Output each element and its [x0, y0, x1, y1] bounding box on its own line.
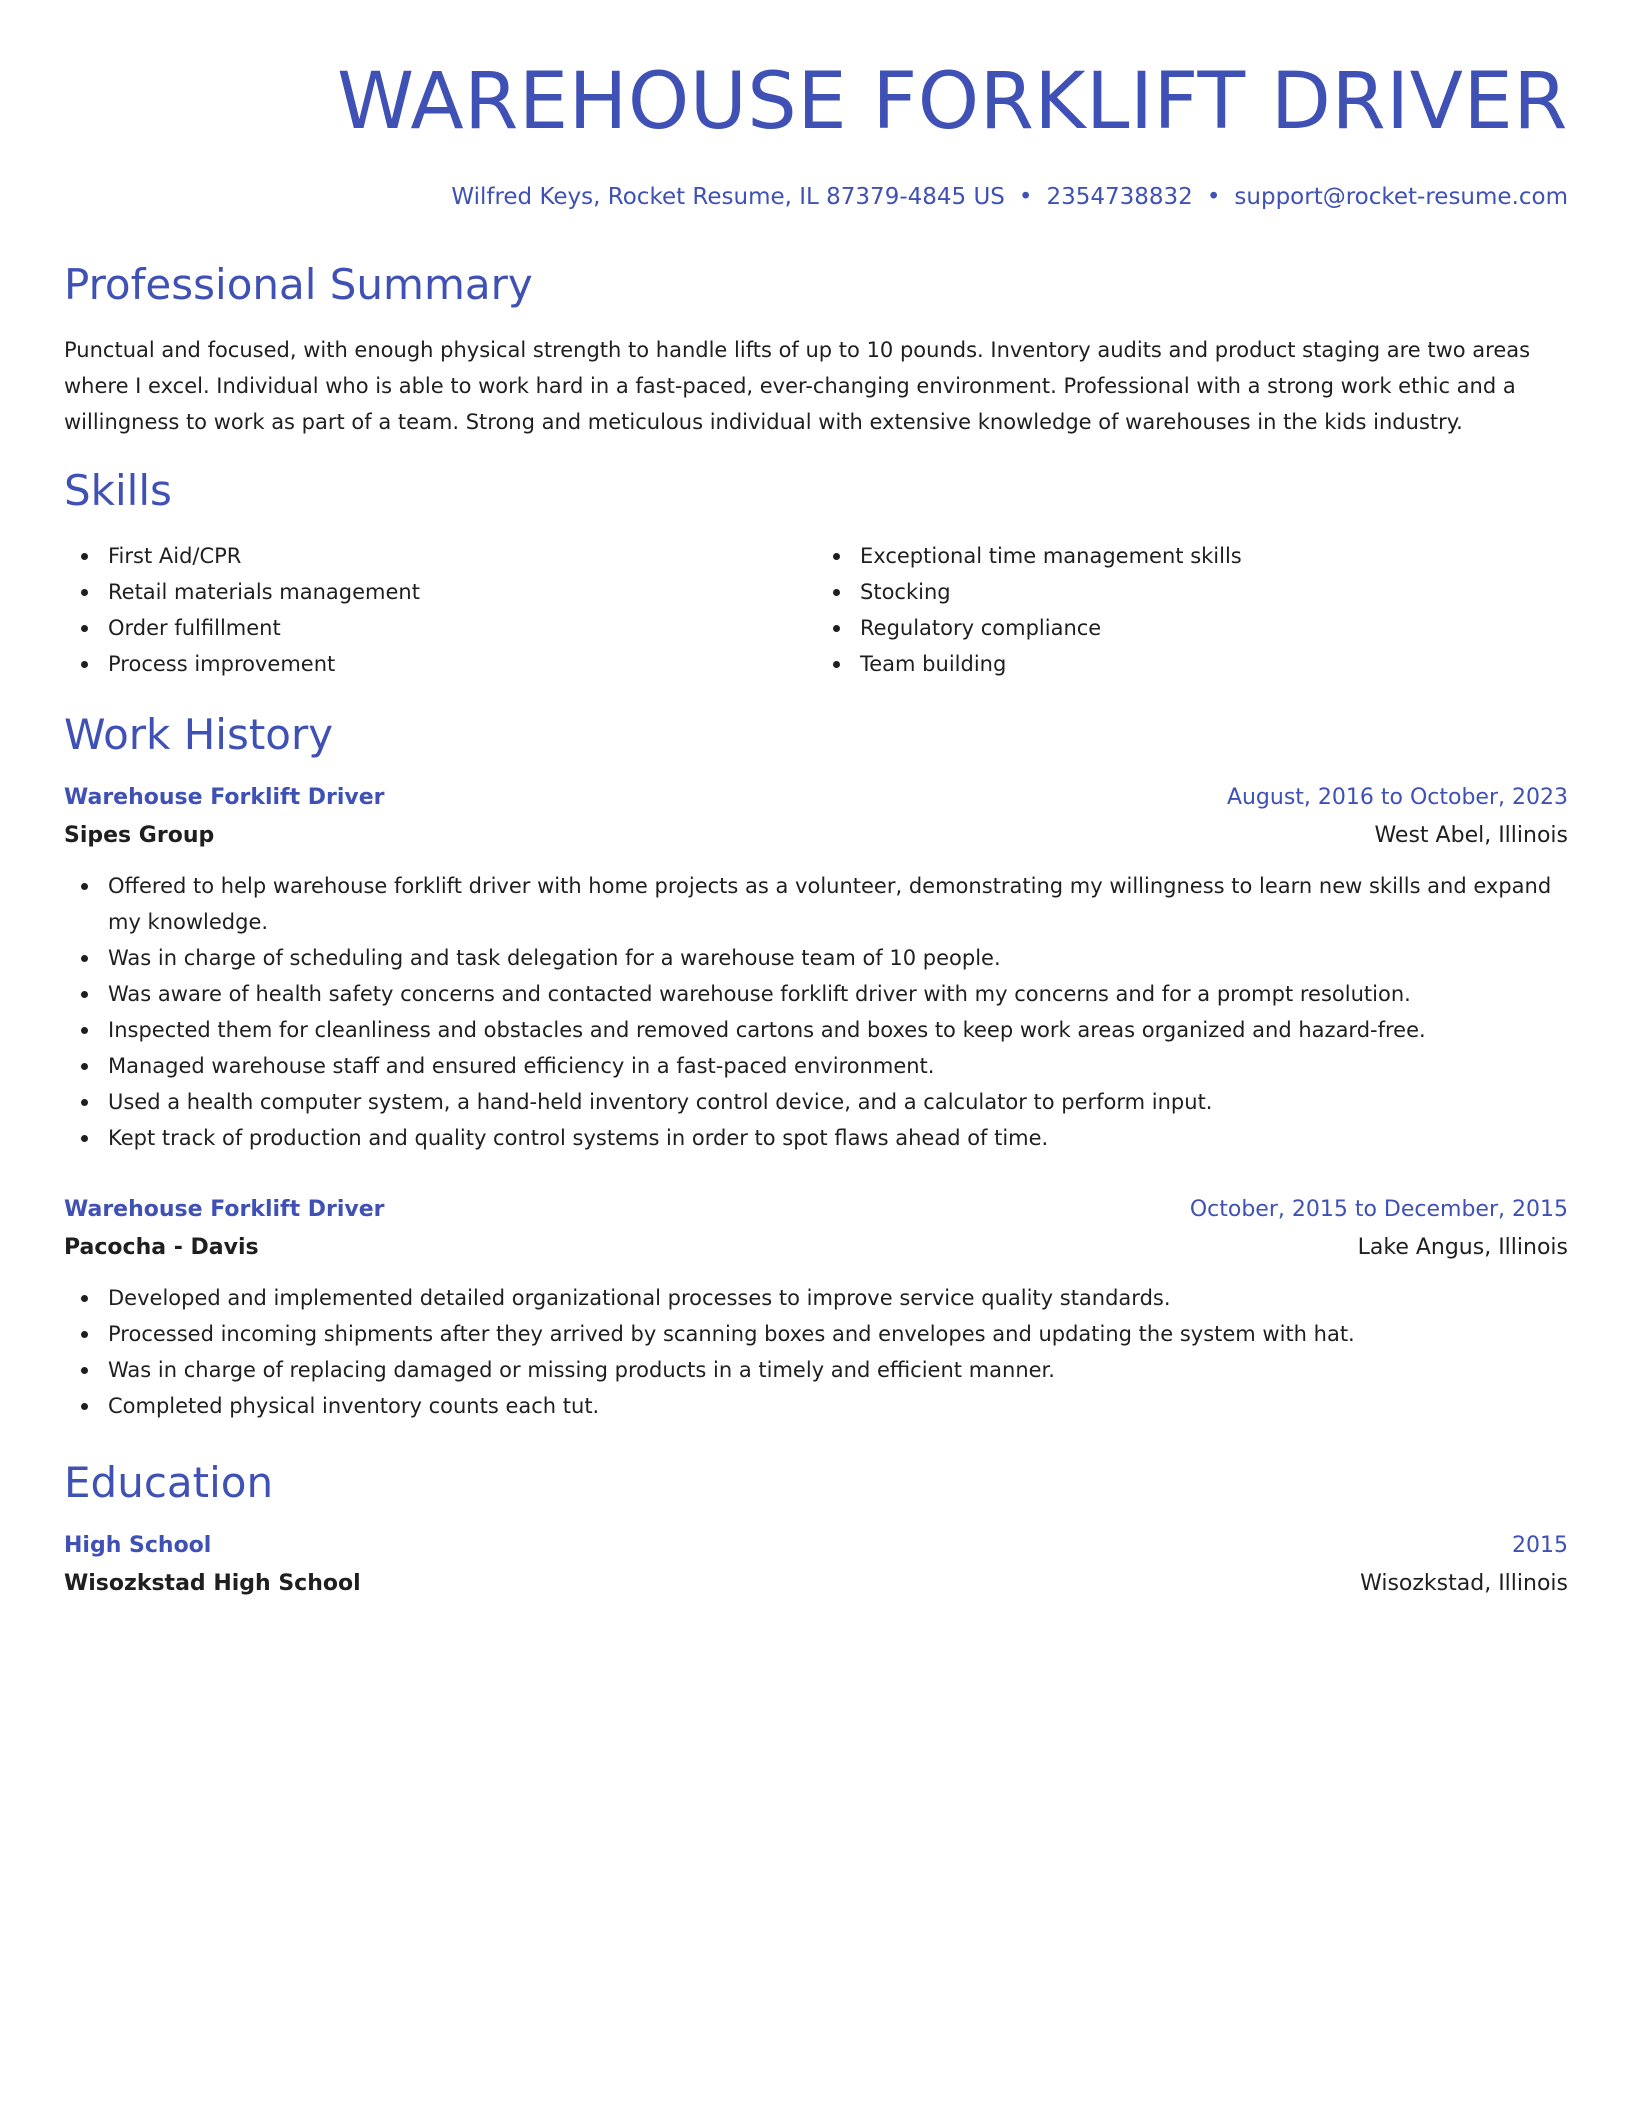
contact-separator: • — [1018, 184, 1033, 210]
job-duty-item: Used a health computer system, a hand-held inventory control device, and a calculator to perform input. — [64, 1084, 1568, 1120]
job-duties-list — [64, 1280, 1568, 1424]
job-duty-item: Was in charge of scheduling and task delegation for a warehouse team of 10 people. — [64, 940, 1568, 976]
skills-grid — [64, 538, 1568, 682]
skill-item: Regulatory compliance — [816, 610, 1568, 646]
skill-item: First Aid/CPR — [64, 538, 816, 574]
job-company: Pacocha - Davis — [64, 1235, 259, 1260]
job-company-row — [64, 816, 1568, 856]
job-dates: October, 2015 to December, 2015 — [1189, 1197, 1568, 1222]
education-heading: Education — [64, 1458, 274, 1507]
education-school: Wisozkstad High School — [64, 1571, 361, 1596]
skills-column-right — [816, 538, 1568, 682]
summary-heading: Professional Summary — [64, 260, 533, 309]
job-company-row — [64, 1228, 1568, 1268]
resume-title: WAREHOUSE FORKLIFT DRIVER — [336, 57, 1568, 147]
education-degree: High School — [64, 1533, 212, 1558]
skill-item: Exceptional time management skills — [816, 538, 1568, 574]
education-school-row — [64, 1564, 1568, 1604]
job-dates: August, 2016 to October, 2023 — [1226, 785, 1568, 810]
job-duty-item: Managed warehouse staff and ensured efficiency in a fast-paced environment. — [64, 1048, 1568, 1084]
job-duty-item: Completed physical inventory counts each tut. — [64, 1388, 1568, 1424]
job-duty-item: Was in charge of replacing damaged or missing products in a timely and efficient manner. — [64, 1352, 1568, 1388]
contact-line — [64, 182, 1568, 212]
job-location: Lake Angus, Illinois — [1357, 1235, 1568, 1260]
skill-item: Team building — [816, 646, 1568, 682]
skills-list-right — [816, 538, 1568, 682]
skill-item: Order fulfillment — [64, 610, 816, 646]
job-title: Warehouse Forklift Driver — [64, 785, 385, 810]
job-header-row — [64, 1192, 1568, 1228]
education-entry — [64, 1528, 1568, 1604]
work-history-heading: Work History — [64, 710, 334, 759]
job-entry — [64, 1192, 1568, 1424]
contact-email[interactable]: support@rocket-resume.com — [1234, 184, 1568, 210]
job-duty-item: Processed incoming shipments after they arrived by scanning boxes and envelopes and updating the system with hat. — [64, 1316, 1568, 1352]
job-duties-list — [64, 868, 1568, 1156]
job-duty-item: Inspected them for cleanliness and obstacles and removed cartons and boxes to keep work areas organized and hazard-free. — [64, 1012, 1568, 1048]
education-header-row — [64, 1528, 1568, 1564]
skills-column-left — [64, 538, 816, 682]
contact-address: Wilfred Keys, Rocket Resume, IL 87379-4845 US — [451, 184, 1005, 210]
job-title: Warehouse Forklift Driver — [64, 1197, 385, 1222]
skill-item: Process improvement — [64, 646, 816, 682]
job-header-row — [64, 780, 1568, 816]
skills-list-left — [64, 538, 816, 682]
skill-item: Stocking — [816, 574, 1568, 610]
skills-heading: Skills — [64, 466, 172, 515]
job-duty-item: Offered to help warehouse forklift driver with home projects as a volunteer, demonstrating my willingness to learn new skills and expand my knowledge. — [64, 868, 1568, 940]
contact-separator: • — [1206, 184, 1221, 210]
education-year: 2015 — [1512, 1533, 1568, 1558]
job-company: Sipes Group — [64, 823, 215, 848]
summary-text: Punctual and focused, with enough physical strength to handle lifts of up to 10 pounds. Inventory audits and product staging are two areas where I excel. Individual who is able to work hard in a fast-paced, ever-changing environment. Professional with a strong work ethic and a willingness to work as part of a team. Strong and meticulous individual with extensive knowledge of warehouses in the kids industry. — [64, 338, 1531, 434]
education-location: Wisozkstad, Illinois — [1360, 1571, 1568, 1596]
job-duty-item: Was aware of health safety concerns and contacted warehouse forklift driver with my concerns and for a prompt resolution. — [64, 976, 1568, 1012]
contact-phone: 2354738832 — [1046, 184, 1193, 210]
job-location: West Abel, Illinois — [1374, 823, 1568, 848]
job-duty-item: Developed and implemented detailed organizational processes to improve service quality standards. — [64, 1280, 1568, 1316]
job-duty-item: Kept track of production and quality control systems in order to spot flaws ahead of time. — [64, 1120, 1568, 1156]
job-entry — [64, 780, 1568, 1156]
skill-item: Retail materials management — [64, 574, 816, 610]
